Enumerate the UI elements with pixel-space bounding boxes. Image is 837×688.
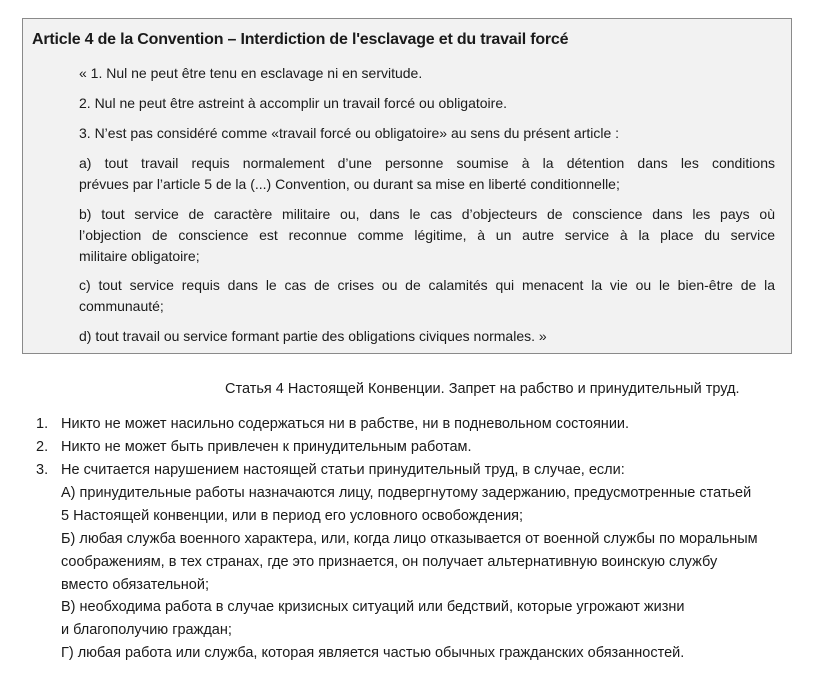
russian-sub-d-line-1: Г) любая работа или служба, которая является частью обычных гражданских обязанностей.	[61, 645, 685, 661]
french-article-title: Article 4 de la Convention – Interdiction de l'esclavage et du travail forcé	[32, 31, 569, 48]
french-item-3: 3. N’est pas considéré comme «travail forcé ou obligatoire» au sens du présent article :	[79, 125, 620, 141]
russian-item-3-text: Не считается нарушением настоящей статьи принудительный труд, в случае, если:	[61, 462, 625, 478]
french-paragraph-d: d) tout travail ou service formant partie des obligations civiques normales. »	[79, 328, 547, 344]
french-paragraph-b	[79, 204, 775, 267]
russian-sub-b-line-2: соображениям, в тех странах, где это признается, он получает альтернативную воинскую службу	[61, 554, 718, 570]
russian-sub-b-line-3: вместо обязательной;	[61, 577, 209, 593]
russian-item-2-text: Никто не может быть привлечен к принудительным работам.	[61, 439, 472, 455]
french-item-2: 2. Nul ne peut être astreint à accomplir un travail forcé ou obligatoire.	[79, 95, 508, 111]
french-paragraph-a-line-1: a) tout travail requis normalement d’une personne soumise à la détention dans les conditions	[79, 155, 775, 171]
french-paragraph-a	[79, 153, 775, 195]
french-article-box	[22, 18, 792, 354]
russian-sub-c-line-1: В) необходима работа в случае кризисных ситуаций или бедствий, которые угрожают жизни	[61, 599, 685, 615]
russian-item-3-number: 3.	[36, 462, 49, 478]
french-paragraph-b-line-1: b) tout service de caractère militaire ou, dans le cas d’objecteurs de conscience dans les pays où	[79, 206, 775, 222]
russian-article-title: Статья 4 Настоящей Конвенции. Запрет на рабство и принудительный труд.	[225, 381, 740, 397]
french-paragraph-b-line-2: l’objection de conscience est reconnue comme légitime, à un autre service à la place du service	[79, 227, 775, 243]
french-paragraph-c	[79, 275, 775, 317]
russian-item-1-text: Никто не может насильно содержаться ни в рабстве, ни в подневольном состоянии.	[61, 416, 630, 432]
french-paragraph-c-line-1: c) tout service requis dans le cas de crises ou de calamités qui menacent la vie ou le bien-être de la	[79, 277, 775, 293]
russian-item-1-number: 1.	[36, 416, 49, 432]
russian-sub-c-line-2: и благополучию граждан;	[61, 622, 232, 638]
russian-sub-a-line-2: 5 Настоящей конвенции, или в период его условного освобождения;	[61, 508, 524, 524]
french-paragraph-a-line-2: prévues par l’article 5 de la (...) Convention, ou durant sa mise en liberté conditionnelle;	[79, 176, 620, 192]
french-paragraph-b-line-3: militaire obligatoire;	[79, 248, 200, 264]
french-item-1: « 1. Nul ne peut être tenu en esclavage ni en servitude.	[79, 65, 423, 81]
russian-item-2-number: 2.	[36, 439, 49, 455]
russian-sub-b-line-1: Б) любая служба военного характера, или, когда лицо отказывается от военной службы по моральным	[61, 531, 758, 547]
russian-sub-a-line-1: А) принудительные работы назначаются лицу, подвергнутому задержанию, предусмотренные статьей	[61, 485, 752, 501]
french-paragraph-c-line-2: communauté;	[79, 298, 164, 314]
